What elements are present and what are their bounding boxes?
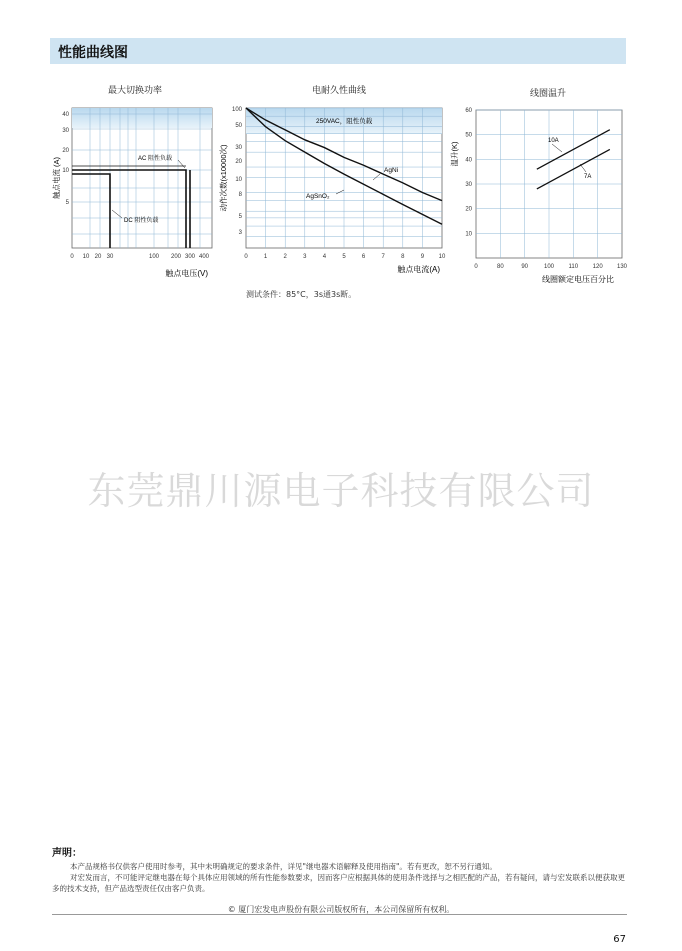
endurance-xticks [244, 254, 446, 260]
svg-text:20: 20 [94, 254, 102, 260]
svg-text:100: 100 [231, 107, 242, 113]
switching-xticks [70, 254, 209, 260]
switching-yticks [62, 112, 69, 206]
coil-ytick: 30 [465, 182, 472, 188]
svg-text:20: 20 [235, 159, 242, 165]
endurance-xtick: 1 [263, 254, 268, 260]
coil-ytick: 20 [465, 206, 472, 213]
coil-xtick: 100 [543, 264, 555, 270]
page-number: 67 [613, 934, 626, 945]
dc-label: DC 阻性负载 [124, 218, 159, 224]
endurance-chart [218, 100, 450, 278]
endurance-xtick: 8 [401, 254, 405, 260]
coil-xticks [474, 264, 627, 270]
svg-text:200: 200 [170, 254, 182, 260]
coil-yticks [465, 108, 472, 237]
svg-text:40: 40 [62, 112, 69, 118]
svg-text:8: 8 [238, 192, 242, 198]
coil-xlabel: 线圈额定电压百分比 [542, 275, 614, 284]
declaration-line-1: 本产品规格书仅供客户使用时参考，其中未明确规定的要求条件，详见"继电器术语解释及使用指南"。若有更改，恕不另行通知。 [70, 862, 497, 871]
switching-ylabel: 触点电流 (A) [52, 156, 61, 200]
endurance-xtick: 10 [438, 254, 446, 260]
series-label-7a: 7A [584, 174, 592, 180]
coil-temperature-chart [448, 102, 632, 288]
svg-text:0: 0 [70, 254, 74, 260]
coil-ylabel: 温升(K) [450, 141, 459, 167]
svg-text:5: 5 [238, 214, 242, 220]
coil-ytick: 10 [465, 231, 472, 238]
declaration-title: 声明： [52, 848, 82, 859]
declaration-line-2: 对宏发而言，不可能评定继电器在每个具体应用领域的所有性能参数要求，因而客户应根据具体的使用条件选择与之相匹配的产品，若有疑问，请与宏发联系以便获取更多的技术支持，但产品选型责任仅由客户负责。 [52, 873, 625, 893]
coil-xtick: 110 [568, 264, 579, 270]
endurance-xtick: 7 [381, 254, 385, 260]
coil-xtick: 120 [592, 264, 603, 270]
section-title: 性能曲线图 [58, 45, 128, 61]
endurance-chart-title: 电耐久性曲线 [312, 86, 367, 96]
switching-xlabel: 触点电压(V) [165, 269, 208, 278]
svg-text:400: 400 [198, 254, 210, 260]
endurance-xtick: 3 [303, 254, 307, 260]
test-condition: 测试条件：85°C，3s通3s断。 [246, 290, 357, 299]
coil-chart-title: 线圈温升 [530, 89, 567, 99]
series-label-agsno2: AgSnO₂ [306, 193, 330, 200]
endurance-xtick: 4 [322, 254, 327, 260]
endurance-xlabel: 触点电流(A) [397, 265, 440, 274]
declaration [52, 848, 632, 894]
svg-text:20: 20 [62, 148, 69, 154]
endurance-yticks [232, 107, 243, 236]
coil-xtick: 90 [521, 264, 529, 270]
svg-text:30: 30 [235, 145, 242, 151]
series-label-agni: AgNi [384, 167, 399, 174]
svg-text:10: 10 [62, 168, 69, 174]
svg-text:5: 5 [65, 200, 69, 206]
section-header [50, 38, 626, 64]
coil-ytick: 50 [465, 132, 472, 139]
endurance-xtick: 9 [420, 254, 425, 260]
switching-chart-title: 最大切换功率 [108, 86, 163, 96]
footer-divider [52, 914, 627, 915]
svg-text:50: 50 [235, 123, 242, 129]
endurance-xtick: 2 [283, 254, 287, 260]
ac-label: AC 阻性负载 [138, 156, 173, 162]
svg-text:10: 10 [82, 254, 90, 260]
coil-ytick: 40 [465, 157, 472, 164]
svg-text:30: 30 [62, 128, 69, 134]
series-label-10a: 10A [548, 138, 559, 144]
endurance-band-label: 250VAC，阻性负载 [316, 118, 373, 125]
endurance-ylabel: 动作次数(x10000次) [219, 144, 228, 212]
svg-text:300: 300 [184, 254, 196, 260]
svg-text:30: 30 [106, 254, 114, 260]
svg-text:3: 3 [238, 230, 242, 236]
coil-ytick: 60 [465, 108, 472, 114]
endurance-xtick: 5 [342, 254, 346, 260]
coil-xtick: 0 [474, 264, 478, 270]
endurance-xtick: 0 [244, 254, 248, 260]
coil-xtick: 80 [496, 264, 504, 270]
coil-xtick: 130 [616, 264, 628, 270]
copyright: © 厦门宏发电声股份有限公司版权所有，本公司保留所有权利。 [227, 905, 455, 914]
endurance-xtick: 6 [361, 254, 366, 260]
svg-text:10: 10 [235, 177, 242, 183]
svg-text:100: 100 [148, 254, 160, 260]
watermark: 东莞鼎川源电子科技有限公司 [87, 469, 595, 513]
switching-power-chart [50, 100, 220, 280]
